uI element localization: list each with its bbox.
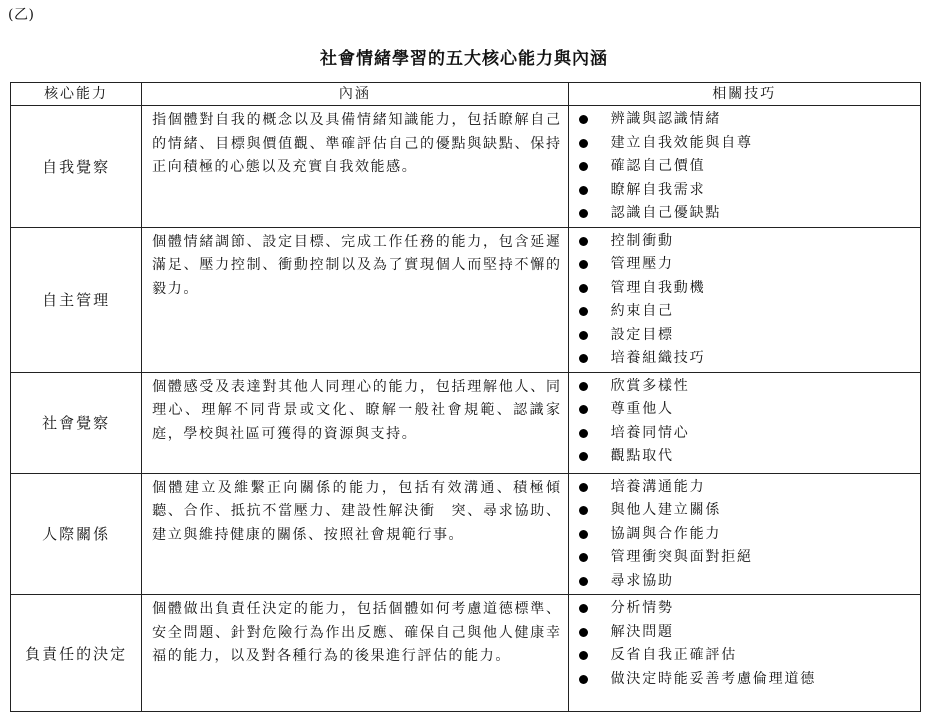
skill-label: 管理壓力 xyxy=(610,256,674,272)
section-label: (乙) xyxy=(8,7,35,23)
list-item xyxy=(569,108,920,132)
header-competency: 核心能力 xyxy=(11,83,142,106)
table-header-row xyxy=(11,83,921,106)
list-item xyxy=(569,324,920,348)
skills-list xyxy=(569,474,920,595)
competency-cell: 社會覺察 xyxy=(11,372,142,473)
competency-table xyxy=(10,82,921,712)
list-item xyxy=(569,375,920,399)
skill-label: 培養溝通能力 xyxy=(610,478,706,495)
table-row xyxy=(11,372,921,473)
bullet-icon xyxy=(579,405,588,414)
list-item xyxy=(569,546,920,570)
skill-label: 辨識與認識情緒 xyxy=(610,111,722,127)
page-title: 社會情緒學習的五大核心能力與內涵 xyxy=(320,49,608,69)
list-item xyxy=(569,644,920,668)
skill-label: 設定目標 xyxy=(610,326,674,343)
bullet-icon xyxy=(579,209,588,218)
description-cell: 個體情緒調節、設定目標、完成工作任務的能力，包含延遲滿足、壓力控制、衝動控制以及為了實現個人而堅持不懈的毅力。 xyxy=(142,227,568,372)
table-row xyxy=(11,227,921,372)
list-item xyxy=(569,597,920,621)
competency-cell: 自主管理 xyxy=(11,227,142,372)
skills-cell xyxy=(568,227,920,372)
skills-cell xyxy=(568,595,920,712)
bullet-icon xyxy=(579,604,588,613)
table-body xyxy=(11,106,921,712)
table-row xyxy=(11,473,921,595)
skill-label: 尋求協助 xyxy=(610,572,674,589)
skills-cell xyxy=(568,372,920,473)
list-item xyxy=(569,422,920,446)
list-item xyxy=(569,445,920,469)
bullet-icon xyxy=(579,162,588,171)
bullet-icon xyxy=(579,284,588,293)
skill-label: 瞭解自我需求 xyxy=(610,181,706,198)
list-item xyxy=(569,621,920,645)
bullet-icon xyxy=(579,237,588,246)
bullet-icon xyxy=(579,452,588,461)
list-item xyxy=(569,132,920,156)
skills-cell xyxy=(568,106,920,228)
bullet-icon xyxy=(579,506,588,515)
header-skills: 相關技巧 xyxy=(568,83,920,106)
bullet-icon xyxy=(579,577,588,586)
skill-label: 認識自己優缺點 xyxy=(610,205,722,221)
skill-label: 管理自我動機 xyxy=(610,279,706,296)
bullet-icon xyxy=(579,139,588,148)
skill-label: 建立自我效能與自尊 xyxy=(610,134,753,151)
skills-list xyxy=(569,373,920,470)
skills-cell xyxy=(568,473,920,595)
list-item xyxy=(569,476,920,500)
skills-list xyxy=(569,106,920,227)
skill-label: 協調與合作能力 xyxy=(610,525,722,542)
description-cell: 指個體對自我的概念以及具備情緒知識能力，包括瞭解自己的情緒、目標與價值觀、準確評估自己的優點與缺點、保持正向積極的心態以及充實自我效能感。 xyxy=(142,106,568,228)
bullet-icon xyxy=(579,675,588,684)
bullet-icon xyxy=(579,331,588,340)
skill-label: 確認自己價值 xyxy=(610,158,706,174)
competency-cell: 自我覺察 xyxy=(11,106,142,228)
skill-label: 培養組織技巧 xyxy=(610,350,706,366)
skill-label: 欣賞多樣性 xyxy=(610,377,690,394)
bullet-icon xyxy=(579,354,588,363)
skill-label: 尊重他人 xyxy=(610,401,674,417)
list-item xyxy=(569,347,920,371)
bullet-icon xyxy=(579,382,588,391)
description-cell: 個體做出負責任決定的能力，包括個體如何考慮道德標準、安全問題、針對危險行為作出反應、確保自己與他人健康幸福的能力，以及對各種行為的後果進行評估的能力。 xyxy=(142,595,568,712)
list-item xyxy=(569,300,920,324)
list-item xyxy=(569,202,920,226)
skills-list xyxy=(569,228,920,372)
skill-label: 約束自己 xyxy=(610,303,674,319)
bullet-icon xyxy=(579,483,588,492)
bullet-icon xyxy=(579,260,588,269)
skill-label: 分析情勢 xyxy=(610,600,674,616)
list-item xyxy=(569,230,920,254)
list-item xyxy=(569,523,920,547)
list-item xyxy=(569,570,920,594)
skill-label: 反省自我正確評估 xyxy=(610,647,737,663)
skill-label: 與他人建立關係 xyxy=(610,502,722,518)
bullet-icon xyxy=(579,530,588,539)
bullet-icon xyxy=(579,553,588,562)
skill-label: 管理衝突與面對拒絕 xyxy=(610,549,753,565)
description-cell: 個體建立及維繫正向關係的能力，包括有效溝通、積極傾聽、合作、抵抗不當壓力、建設性解決衝 突、尋求協助、建立與維持健康的關係、按照社會規範行事。 xyxy=(142,473,568,595)
list-item xyxy=(569,155,920,179)
bullet-icon xyxy=(579,115,588,124)
list-item xyxy=(569,398,920,422)
list-item xyxy=(569,277,920,301)
list-item xyxy=(569,499,920,523)
skill-label: 培養同情心 xyxy=(610,424,690,441)
skills-list xyxy=(569,595,920,692)
header-description: 內涵 xyxy=(142,83,568,106)
table-row xyxy=(11,106,921,228)
skill-label: 觀點取代 xyxy=(610,448,674,464)
table-row xyxy=(11,595,921,712)
skill-label: 做決定時能妥善考慮倫理道德 xyxy=(610,670,816,687)
list-item xyxy=(569,253,920,277)
skill-label: 控制衝動 xyxy=(610,232,674,249)
bullet-icon xyxy=(579,628,588,637)
list-item xyxy=(569,668,920,692)
competency-cell: 人際關係 xyxy=(11,473,142,595)
bullet-icon xyxy=(579,186,588,195)
skill-label: 解決問題 xyxy=(610,623,674,640)
bullet-icon xyxy=(579,429,588,438)
description-cell: 個體感受及表達對其他人同理心的能力，包括理解他人、同理心、理解不同背景或文化、瞭解一般社會規範、認識家庭，學校與社區可獲得的資源與支持。 xyxy=(142,372,568,473)
list-item xyxy=(569,179,920,203)
competency-cell: 負責任的決定 xyxy=(11,595,142,712)
bullet-icon xyxy=(579,651,588,660)
bullet-icon xyxy=(579,307,588,316)
